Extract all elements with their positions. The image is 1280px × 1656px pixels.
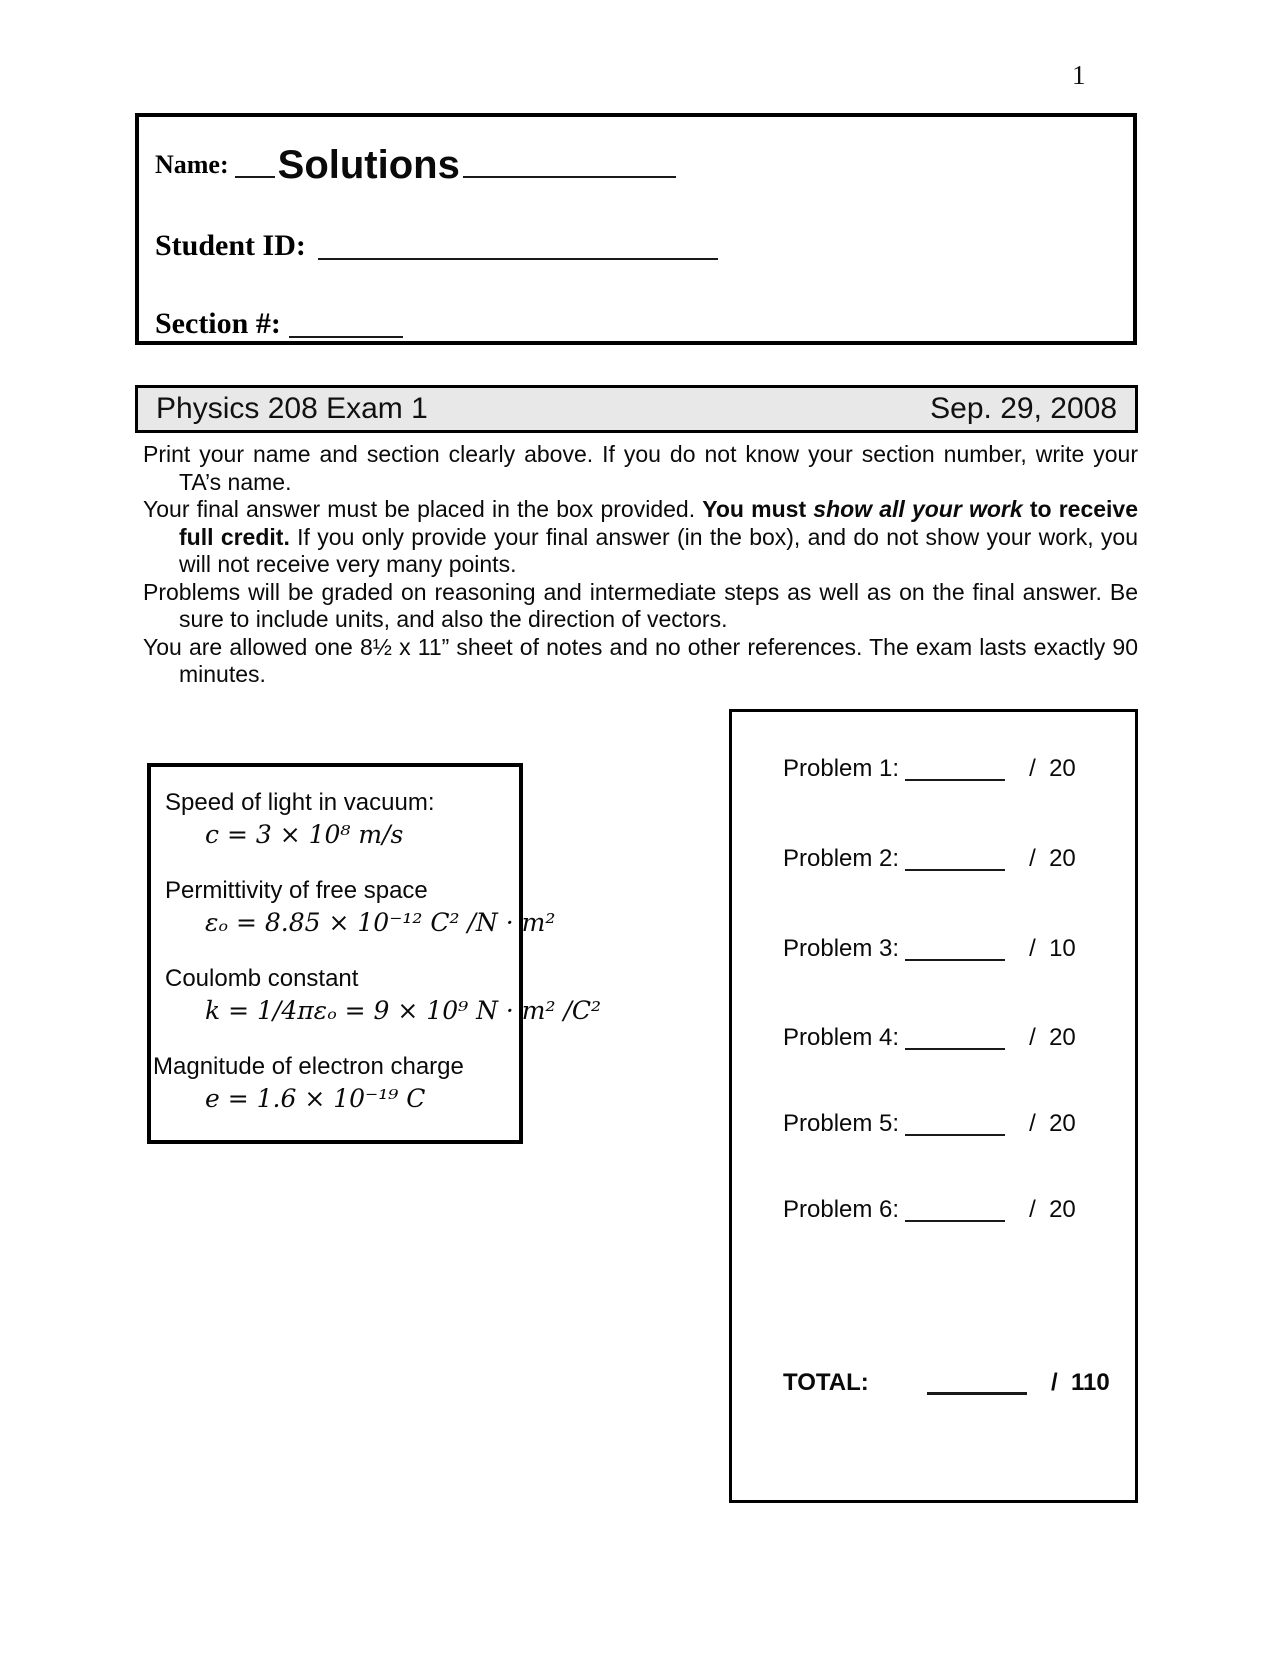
constant-equation: c = 3 × 10⁸ m/s: [205, 820, 404, 849]
score-blank[interactable]: [905, 769, 1005, 781]
constants-box: [147, 763, 602, 1144]
name-blank-pre[interactable]: [235, 166, 275, 178]
constant-item: [151, 1052, 519, 1114]
problem-label: Problem 5:: [783, 1110, 900, 1137]
page-number: 1: [1072, 60, 1086, 90]
total-max: / 110: [1051, 1369, 1110, 1396]
score-row: [783, 755, 1076, 783]
problem-max: / 10: [1029, 935, 1076, 962]
constant-label: Magnitude of electron charge: [153, 1053, 464, 1080]
exam-date: Sep. 29, 2008: [930, 392, 1117, 425]
total-blank[interactable]: [927, 1382, 1027, 1395]
instructions: [143, 441, 1138, 689]
problem-label: Problem 1:: [783, 755, 900, 782]
score-row: [783, 1024, 1076, 1052]
name-box: [135, 113, 1137, 345]
constant-item: [151, 964, 602, 1026]
problem-max: / 20: [1029, 755, 1076, 782]
problem-max: / 20: [1029, 1196, 1076, 1223]
instruction-segment-bold-italic: show all your work: [813, 496, 1023, 522]
instruction-segment: If you only provide your final answer (in the box), and do not show your work, you will not receive very many points.: [179, 523, 1138, 577]
section-blank[interactable]: [289, 326, 403, 338]
constant-item: [151, 876, 556, 938]
total-label: TOTAL:: [783, 1369, 869, 1396]
problem-max: / 20: [1029, 1024, 1076, 1051]
score-row: [783, 1110, 1076, 1138]
score-row: [783, 1196, 1076, 1224]
constant-label: Speed of light in vacuum:: [165, 789, 435, 816]
constant-label: Coulomb constant: [165, 965, 359, 992]
score-row: [783, 845, 1076, 873]
score-blank[interactable]: [905, 1210, 1005, 1222]
score-blank[interactable]: [905, 949, 1005, 961]
section-line: [155, 307, 403, 341]
instruction-paragraph-1: Print your name and section clearly above. If you do not know your section number, write your TA’s name.: [143, 441, 1138, 495]
problem-label: Problem 4:: [783, 1024, 900, 1051]
name-blank-post[interactable]: [463, 166, 676, 178]
constant-equation: e = 1.6 × 10⁻¹⁹ C: [205, 1084, 426, 1113]
student-id-label: Student ID:: [155, 229, 306, 262]
problem-label: Problem 6:: [783, 1196, 900, 1223]
student-id-line: [155, 229, 718, 263]
instruction-paragraph-3: Problems will be graded on reasoning and intermediate steps as well as on the final answer. Be sure to include units, and also the direction of vectors.: [143, 578, 1138, 632]
exam-header-bar: [135, 385, 1138, 433]
instruction-paragraph-4: You are allowed one 8½ x 11” sheet of notes and no other references. The exam lasts exactly 90 minutes.: [143, 633, 1138, 687]
instruction-segment: Your final answer must be placed in the box provided.: [143, 496, 703, 522]
score-blank[interactable]: [905, 1124, 1005, 1136]
constant-item: [151, 788, 519, 850]
name-line: [155, 143, 676, 188]
instruction-segment-bold: to receive full credit.: [179, 496, 1138, 550]
score-blank[interactable]: [905, 859, 1005, 871]
score-row: [783, 935, 1076, 963]
problem-max: / 20: [1029, 1110, 1076, 1137]
constant-label: Permittivity of free space: [165, 877, 428, 904]
constant-equation: k = 1/4πεₒ = 9 × 10⁹ N · m² /C²: [205, 996, 602, 1025]
section-label: Section #:: [155, 307, 281, 340]
problem-label: Problem 2:: [783, 845, 900, 872]
problem-max: / 20: [1029, 845, 1076, 872]
score-blank[interactable]: [905, 1038, 1005, 1050]
name-label: Name:: [155, 150, 229, 179]
exam-title: Physics 208 Exam 1: [156, 392, 428, 425]
student-id-blank[interactable]: [318, 248, 718, 260]
instruction-paragraph-2: [143, 496, 1138, 579]
instruction-segment-bold: You must: [702, 496, 814, 522]
score-box: [729, 709, 1138, 1503]
total-row: [783, 1369, 1110, 1397]
problem-label: Problem 3:: [783, 935, 900, 962]
constant-equation: εₒ = 8.85 × 10⁻¹² C² /N · m²: [205, 908, 556, 937]
name-value: Solutions: [277, 143, 460, 187]
